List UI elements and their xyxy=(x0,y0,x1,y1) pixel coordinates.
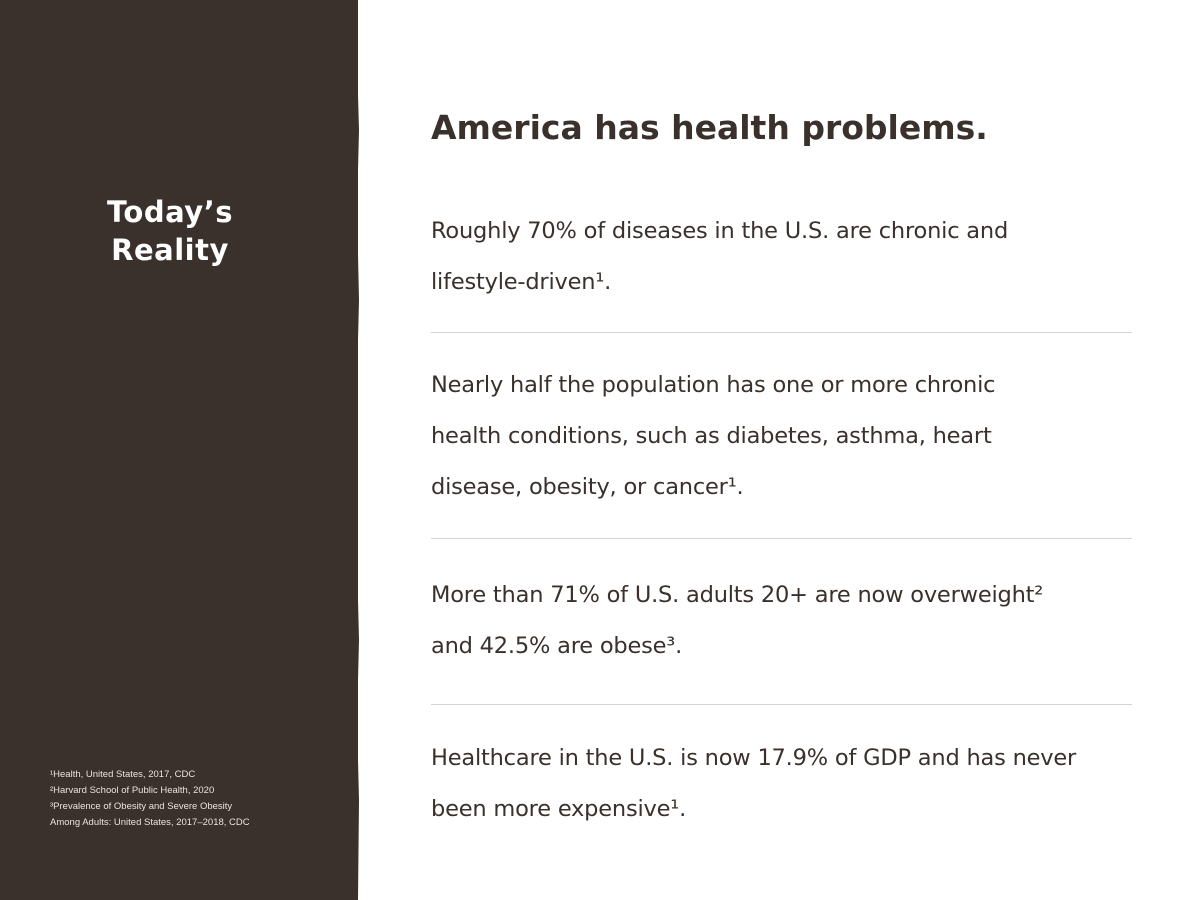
fact-line: Roughly 70% of diseases in the U.S. are chronic and xyxy=(431,218,1009,244)
fact-line: More than 71% of U.S. adults 20+ are now overweight² xyxy=(431,582,1044,608)
fact-line: and 42.5% are obese³. xyxy=(431,633,683,659)
footnotes xyxy=(50,767,340,831)
fact-chronic-diseases xyxy=(431,206,1141,308)
divider xyxy=(431,704,1132,705)
fact-line: disease, obesity, or cancer¹. xyxy=(431,474,744,500)
fact-chronic-conditions xyxy=(431,360,1141,513)
footnote: Among Adults: United States, 2017–2018, CDC xyxy=(50,817,250,828)
fact-healthcare-cost xyxy=(431,733,1141,835)
page-title: America has health problems. xyxy=(431,108,988,147)
fact-line: lifestyle-driven¹. xyxy=(431,269,612,295)
divider xyxy=(431,332,1132,333)
fact-line: Nearly half the population has one or more chronic xyxy=(431,372,996,398)
footnote: ²Harvard School of Public Health, 2020 xyxy=(50,785,215,796)
sidebar-rough-edge xyxy=(352,0,364,900)
sidebar-title-line: Reality xyxy=(111,233,229,267)
divider xyxy=(431,538,1132,539)
footnote: ¹Health, United States, 2017, CDC xyxy=(50,769,196,780)
fact-line: been more expensive¹. xyxy=(431,796,687,822)
fact-obesity xyxy=(431,570,1141,672)
fact-line: health conditions, such as diabetes, asthma, heart xyxy=(431,423,992,449)
fact-line: Healthcare in the U.S. is now 17.9% of GDP and has never xyxy=(431,745,1077,771)
sidebar-title xyxy=(0,193,340,269)
sidebar-panel xyxy=(0,0,358,900)
footnote: ³Prevalence of Obesity and Severe Obesity xyxy=(50,801,233,812)
sidebar-title-line: Today’s xyxy=(107,195,233,229)
